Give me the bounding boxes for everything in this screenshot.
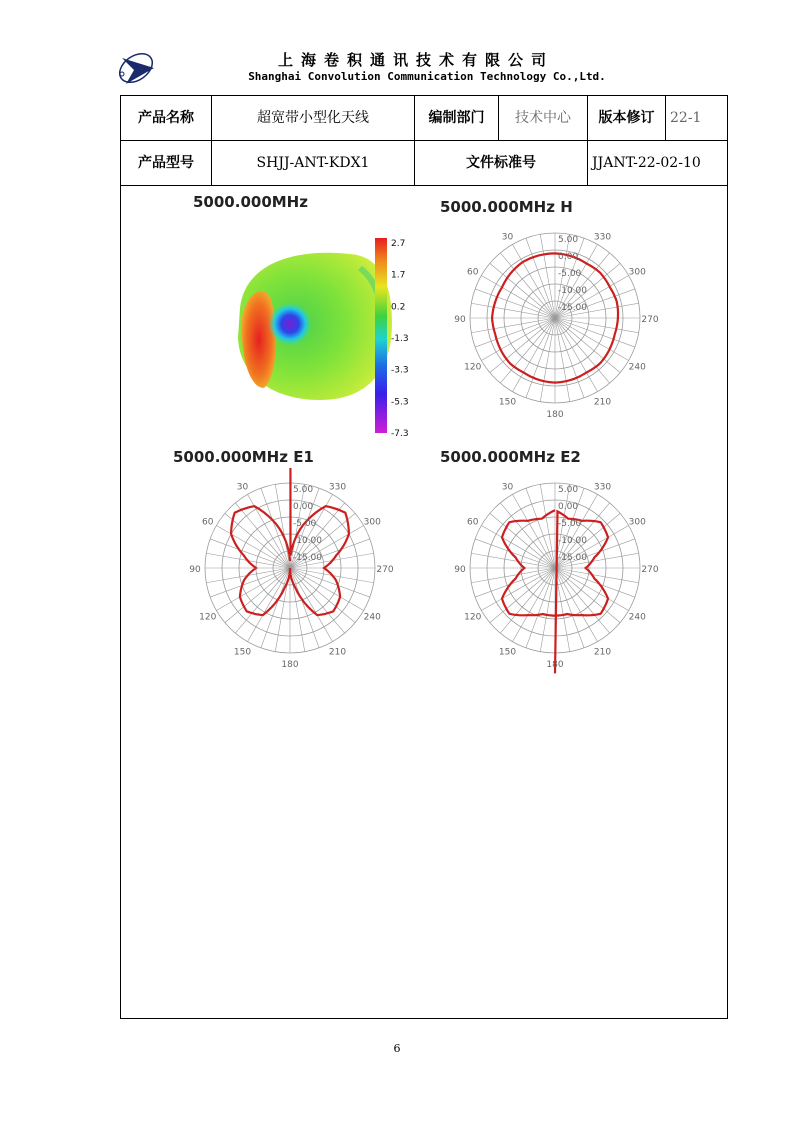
company-name-cn: 上海卷积通讯技术有限公司	[277, 51, 554, 69]
polar-angle-label: 150	[498, 397, 517, 408]
polar-angle-label: 300	[628, 267, 646, 278]
colorbar-tick-label: -5.3	[391, 397, 409, 408]
polar-angle-label: 240	[628, 612, 646, 623]
polar-angle-label: 330	[593, 482, 612, 493]
polar-angle-label: 120	[464, 612, 482, 623]
product-name-value: 超宽带小型化天线	[212, 96, 415, 140]
page-number: 6	[393, 1042, 401, 1055]
colorbar-tick-label: 2.7	[391, 239, 406, 249]
department-label: 编制部门	[415, 96, 499, 140]
company-name-en: Shanghai Convolution Communication Technology Co.,Ltd.	[248, 70, 606, 83]
polar-angle-label: 30	[501, 482, 514, 493]
polar-angle-label: 210	[593, 647, 612, 658]
plots-area	[120, 188, 728, 708]
polar-radial-label: -15.00	[293, 553, 323, 563]
polar-angle-label: 150	[498, 647, 517, 658]
colorbar-tick-label: -1.3	[391, 334, 409, 344]
doc-no-value: JJANT-22-02-10	[592, 155, 701, 171]
polar-radial-label: 5.00	[558, 235, 579, 245]
polar-angle-label: 300	[363, 517, 381, 528]
polar-angle-label: 270	[376, 565, 394, 575]
polar-radial-label: -5.00	[293, 519, 317, 529]
polar-radial-label: -10.00	[558, 286, 588, 296]
polar-angle-label: 90	[454, 565, 466, 575]
polar-angle-label: 150	[233, 647, 252, 658]
polar-angle-label: 30	[236, 482, 249, 493]
polar-e2-title: 5000.000MHz E2	[440, 448, 581, 466]
polar-angle-label: 210	[593, 397, 612, 408]
polar-angle-label: 330	[593, 232, 612, 243]
colorbar-tick-label: -7.3	[391, 429, 409, 438]
info-row-1	[121, 96, 727, 141]
polar-angle-label: 330	[328, 482, 347, 493]
polar-h-title: 5000.000MHz H	[440, 198, 573, 216]
polar-angle-label: 240	[628, 362, 646, 373]
version-value: 22-1	[670, 110, 702, 126]
polar-e2-plot	[450, 468, 660, 678]
polar-angle-label: 270	[641, 315, 659, 325]
version-label: 版本修订	[588, 96, 666, 140]
polar-angle-label: 270	[641, 565, 659, 575]
model-value: SHJJ-ANT-KDX1	[212, 141, 415, 185]
polar-e1-plot	[185, 468, 395, 678]
polar-angle-label: 60	[467, 267, 479, 278]
department-value: 技术中心	[499, 96, 588, 140]
polar-angle-label: 300	[628, 517, 646, 528]
polar-angle-label: 60	[467, 517, 479, 528]
polar-radial-label: 5.00	[293, 485, 314, 495]
polar-radial-label: -5.00	[558, 269, 582, 279]
polar-angle-label: 120	[464, 362, 482, 373]
polar-radial-label: 0.00	[558, 252, 579, 262]
polar-radial-label: -5.00	[558, 519, 582, 529]
polar-radial-label: 0.00	[293, 502, 314, 512]
model-label: 产品型号	[121, 141, 212, 185]
polar-e1-title: 5000.000MHz E1	[173, 448, 314, 466]
polar-angle-label: 90	[189, 565, 201, 575]
polar-angle-label: 240	[363, 612, 381, 623]
polar-angle-label: 120	[199, 612, 217, 623]
polar-angle-label: 180	[281, 660, 299, 670]
polar-angle-label: 180	[546, 410, 564, 420]
polar-radial-label: -10.00	[293, 536, 323, 546]
colorbar	[370, 228, 430, 438]
polar-angle-label: 180	[546, 660, 564, 670]
colorbar-tick-label: 1.7	[391, 270, 406, 281]
polar-radial-label: -15.00	[558, 303, 588, 313]
polar-radial-label: -10.00	[558, 536, 588, 546]
pattern3d-title: 5000.000MHz	[193, 193, 308, 211]
colorbar-tick-label: -3.3	[391, 365, 409, 376]
colorbar-tick-label: 0.2	[391, 302, 406, 313]
polar-angle-label: 210	[328, 647, 347, 658]
doc-no-label: 文件标准号	[415, 141, 588, 185]
polar-radial-label: 5.00	[558, 485, 579, 495]
product-name-label: 产品名称	[121, 96, 212, 140]
polar-h-plot	[450, 218, 660, 428]
polar-angle-label: 60	[202, 517, 214, 528]
info-row-2	[121, 141, 727, 186]
polar-angle-label: 30	[501, 232, 514, 243]
polar-radial-label: -15.00	[558, 553, 588, 563]
polar-radial-label: 0.00	[558, 502, 579, 512]
polar-angle-label: 90	[454, 315, 466, 325]
